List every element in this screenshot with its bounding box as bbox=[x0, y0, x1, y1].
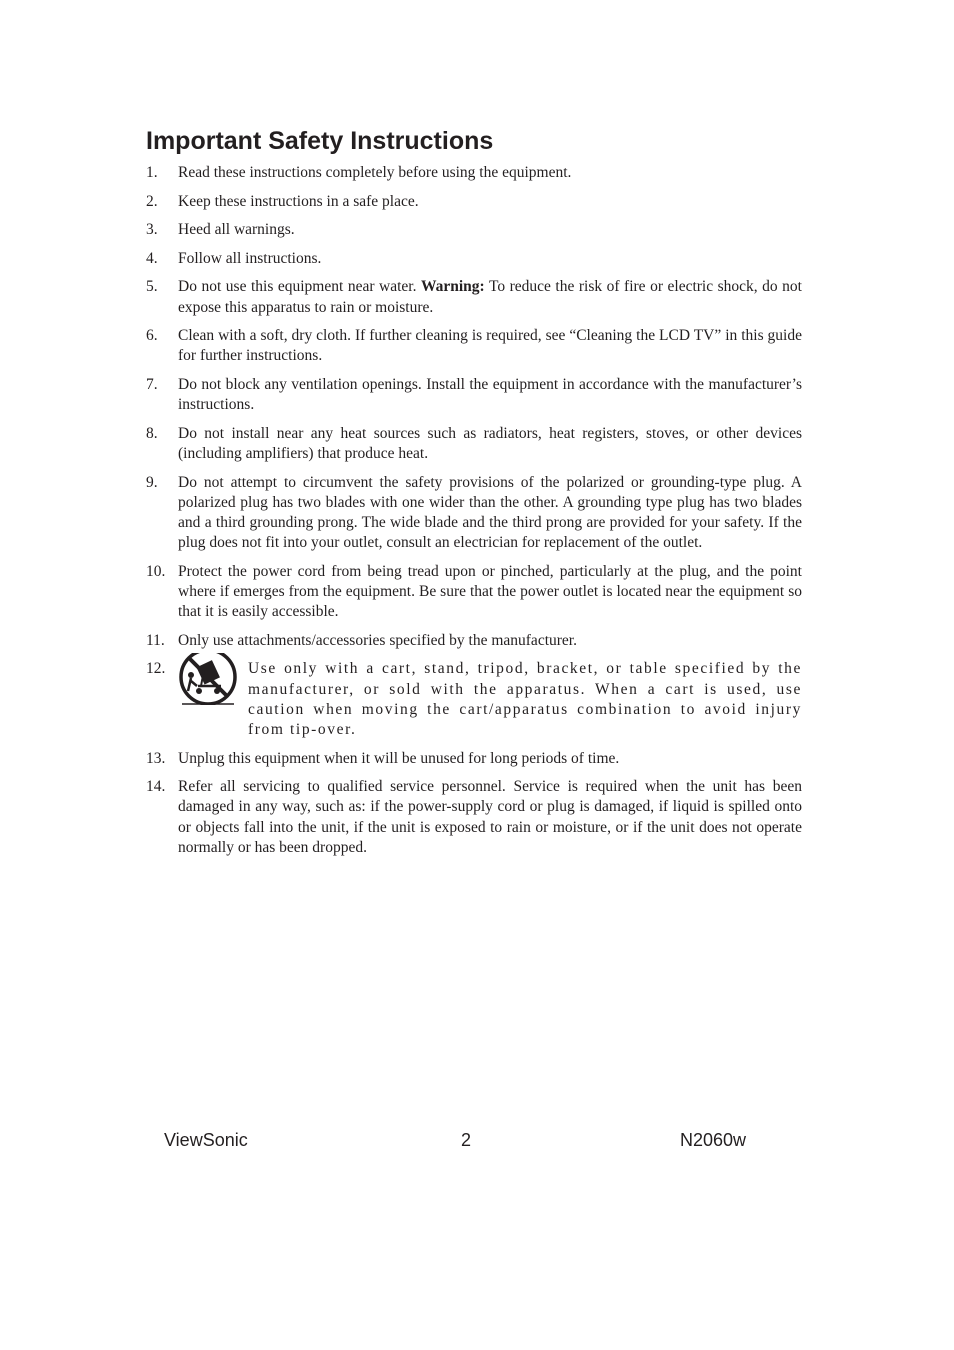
list-item bbox=[146, 424, 802, 464]
item-number: 8. bbox=[146, 424, 158, 442]
list-item bbox=[146, 375, 802, 415]
list-item bbox=[146, 163, 802, 183]
item-text: Refer all servicing to qualified service personnel. Service is required when the unit has been damaged in any way, such as: if the power-supply cord or plug is damaged, if liquid is spilled onto or objects fall into the unit, if the unit is exposed to rain or moisture, or if the unit does not operate normally or has been dropped. bbox=[178, 778, 802, 856]
item-number: 11. bbox=[146, 631, 165, 649]
item-number: 6. bbox=[146, 327, 158, 345]
item-number: 10. bbox=[146, 562, 166, 580]
footer-model: N2060w bbox=[680, 1130, 747, 1150]
item-text: Only use attachments/accessories specified by the manufacturer. bbox=[178, 631, 577, 649]
item-number: 3. bbox=[146, 221, 158, 239]
item-number: 12. bbox=[146, 660, 166, 678]
footer-page-number: 2 bbox=[461, 1130, 472, 1150]
list-item bbox=[146, 326, 802, 366]
item-text bbox=[178, 277, 802, 317]
item-text: Do not block any ventilation openings. Install the equipment in accordance with the manufacturer’s instructions. bbox=[178, 375, 802, 414]
list-item bbox=[146, 277, 802, 317]
item-text: Do not install near any heat sources such as radiators, heat registers, stoves, or other devices (including amplifiers) that produce heat. bbox=[178, 424, 802, 462]
safety-instructions-list bbox=[146, 163, 802, 866]
item-number: 13. bbox=[146, 749, 166, 767]
item-text: Protect the power cord from being tread upon or pinched, particularly at the plug, and the point where if emerges from the equipment. Be sure that the power outlet is located near the equipment so that it is easily accessible. bbox=[178, 562, 802, 621]
list-item bbox=[146, 562, 802, 623]
item-number: 14. bbox=[146, 778, 166, 796]
item-number: 7. bbox=[146, 375, 158, 393]
item-number: 2. bbox=[146, 192, 158, 210]
item-text-after-warning: To reduce the risk of fire or electric shock, do not expose this apparatus to rain or moisture. bbox=[178, 278, 802, 316]
item-text-before-warning: Do not use this equipment near water. bbox=[178, 278, 421, 296]
item-text: Read these instructions completely before using the equipment. bbox=[178, 164, 572, 181]
item-text: Keep these instructions in a safe place. bbox=[178, 192, 419, 210]
item-text: Do not attempt to circumvent the safety provisions of the polarized or grounding-type plug. A polarized plug has two blades with one wider than the other. A grounding type plug has two blades and a third grounding prong. The wide blade and the third prong are provided for your safety. If the plug does not fit into your outlet, consult an electrician for replacement of the outlet. bbox=[178, 473, 802, 552]
item-number: 9. bbox=[146, 473, 158, 491]
item-text: Unplug this equipment when it will be unused for long periods of time. bbox=[178, 749, 620, 767]
item-text: Heed all warnings. bbox=[178, 221, 295, 239]
item-number: 5. bbox=[146, 278, 158, 296]
list-item bbox=[146, 192, 802, 212]
item-number: 1. bbox=[146, 164, 158, 181]
item-text: Clean with a soft, dry cloth. If further cleaning is required, see “Cleaning the LCD TV” in this guide for further instructions. bbox=[178, 327, 802, 365]
footer-brand: ViewSonic bbox=[164, 1130, 248, 1150]
cart-tip-over-warning-icon bbox=[178, 653, 238, 705]
list-item bbox=[146, 749, 802, 769]
list-item bbox=[146, 249, 802, 269]
list-item bbox=[146, 220, 802, 240]
cart-warning-row bbox=[178, 659, 802, 740]
list-item bbox=[146, 631, 802, 651]
item-number: 4. bbox=[146, 249, 158, 267]
list-item bbox=[146, 659, 802, 740]
list-item bbox=[146, 473, 802, 554]
list-item bbox=[146, 777, 802, 858]
page-title: Important Safety Instructions bbox=[146, 127, 494, 155]
warning-label: Warning: bbox=[420, 278, 485, 296]
item-text: Use only with a cart, stand, tripod, bracket, or table specified by the manufacturer, or sold with the apparatus. When a cart is used, use caution when moving the cart/apparatus combination to avoid injury from tip-over. bbox=[248, 660, 802, 738]
item-text: Follow all instructions. bbox=[178, 249, 322, 267]
